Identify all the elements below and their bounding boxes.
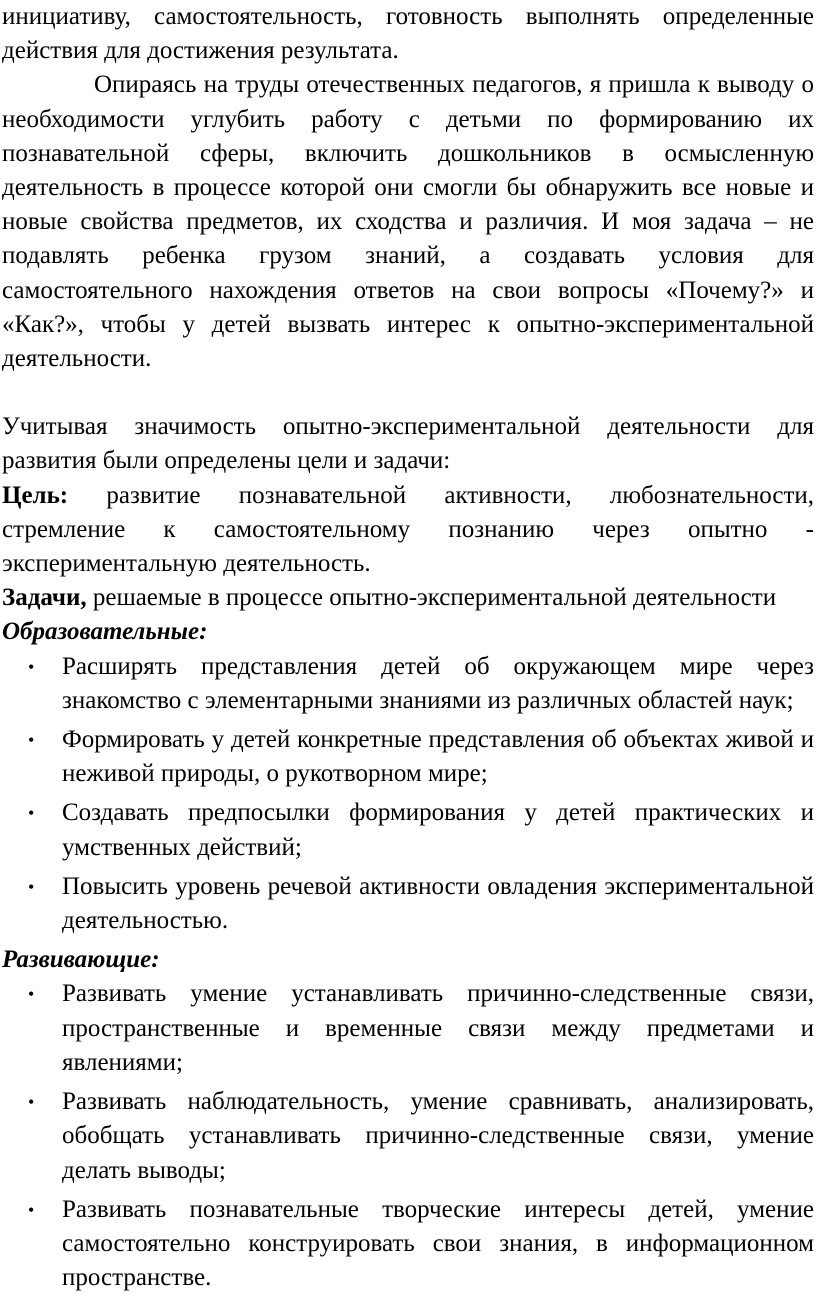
bullet-icon: • xyxy=(28,876,35,897)
tasks-text: решаемые в процессе опытно-экспериментальной деятельности xyxy=(86,584,777,612)
list-item xyxy=(2,650,814,718)
developing-list xyxy=(2,977,814,1295)
list-item xyxy=(2,870,814,938)
list-item-text: Создавать предпосылки формирования у детей практических и умственных действий; xyxy=(62,799,814,861)
list-item xyxy=(2,977,814,1080)
paragraph-intro-continuation: инициативу, самостоятельность, готовность выполнять определенные действия для достижения результата. xyxy=(2,3,814,65)
goal-label: Цель: xyxy=(2,481,69,509)
list-item xyxy=(2,796,814,864)
list-item xyxy=(2,1085,814,1188)
bullet-icon: • xyxy=(28,1199,35,1220)
bullet-icon: • xyxy=(28,803,35,824)
list-item-text: Развивать умение устанавливать причинно-следственные связи, пространственные и временные связи между предметами и явлениями; xyxy=(62,980,814,1076)
goal-text: развитие познавательной активности, любознательности, стремление к самостоятельному познанию через опытно - экспериментальную деятельность. xyxy=(2,481,814,578)
list-item-text: Повысить уровень речевой активности овладения экспериментальной деятельностью. xyxy=(62,872,814,935)
educational-list xyxy=(2,650,814,939)
bullet-icon: • xyxy=(28,984,35,1005)
educational-heading: Образовательные: xyxy=(2,618,208,646)
bullet-icon: • xyxy=(28,730,35,751)
list-item-text: Расширять представления детей об окружающем мире через знакомство с элементарными знаниями из различных областей наук; xyxy=(62,652,814,714)
paragraph-gap xyxy=(2,376,814,410)
bullet-icon: • xyxy=(28,1092,35,1113)
list-item-text: Развивать наблюдательность, умение сравнивать, анализировать, обобщать устанавливать причинно-следственные связи, умение делать выводы; xyxy=(62,1088,814,1184)
paragraph-conclusion: Опираясь на труды отечественных педагогов, я пришла к выводу о необходимости углубить работу с детьми по формированию их познавательной сферы, включить дошкольников в осмысленную деятельность в процессе которой они смогли бы обнаружить все новые и новые свойства предметов, их сходства и различия. И моя задача – не подавлять ребенка грузом знаний, а создавать условия для самостоятельного нахождения ответов на свои вопросы «Почему?» и «Как?», чтобы у детей вызвать интерес к опытно-экспериментальной деятельности. xyxy=(2,71,814,373)
bullet-icon: • xyxy=(28,656,35,677)
list-item xyxy=(2,723,814,791)
developing-heading: Развивающие: xyxy=(2,946,160,974)
list-item xyxy=(2,1193,814,1296)
paragraph-significance: Учитывая значимость опытно-экспериментальной деятельности для развития были определены цели и задачи: xyxy=(2,413,814,475)
goal-paragraph xyxy=(2,479,814,582)
list-item-text: Развивать познавательные творческие интересы детей, умение самостоятельно конструировать свои знания, в информационном пространстве. xyxy=(62,1195,814,1292)
tasks-paragraph xyxy=(2,581,814,615)
list-item-text: Формировать у детей конкретные представления об объектах живой и неживой природы, о рукотворном мире; xyxy=(62,726,814,788)
tasks-label: Задачи, xyxy=(2,584,87,612)
